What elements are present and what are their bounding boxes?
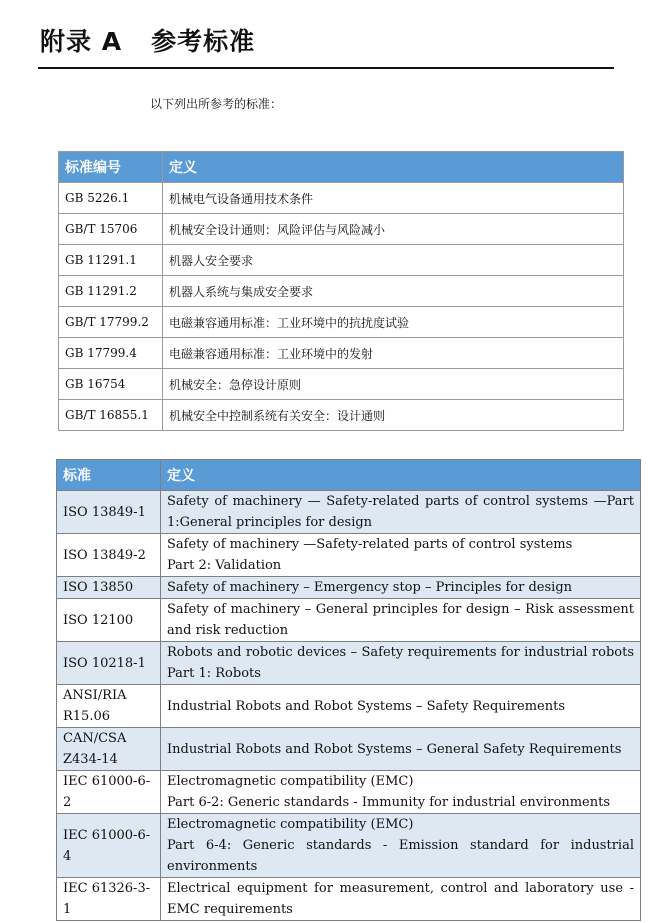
definition-line: Electrical equipment for measurement, control and laboratory use - EMC requirements [167,881,634,917]
table-row [59,400,624,431]
table-row [59,245,624,276]
standard-code-cell: CAN/CSA Z434-14 [57,728,161,771]
standard-definition-cell: 机器人安全要求 [163,245,624,276]
international-standards-table [56,459,641,921]
standard-code-cell: IEC 61326-3-1 [57,878,161,921]
standard-definition-cell: 电磁兼容通用标准：工业环境中的发射 [163,338,624,369]
standard-code-cell: GB/T 17799.2 [59,307,163,338]
column-header-code: 标准编号 [59,152,163,183]
standard-code-cell: ANSI/RIA R15.06 [57,685,161,728]
standard-code-cell: IEC 61000-6-4 [57,814,161,878]
table-row [59,214,624,245]
standard-definition-cell [161,814,641,878]
title-divider [38,67,614,69]
table-row [59,307,624,338]
table-row [57,878,641,921]
definition-line: Industrial Robots and Robot Systems – Safety Requirements [167,698,565,714]
standard-definition-cell [161,771,641,814]
definition-line: Industrial Robots and Robot Systems – General Safety Requirements [167,741,622,757]
table-row [57,642,641,685]
definition-line: Safety of machinery – General principles for design – Risk assessment and risk reduction [167,602,634,638]
definition-line: Safety of machinery —Safety-related parts of control systems [167,537,573,552]
standard-code-cell: ISO 13849-2 [57,534,161,577]
table-row [59,276,624,307]
standard-code-cell: ISO 12100 [57,599,161,642]
table-header-row [59,152,624,183]
standard-definition-cell [161,685,641,728]
definition-line: Part 2: Validation [167,558,282,573]
standard-definition-cell: 机械安全中控制系统有关安全：设计通则 [163,400,624,431]
column-header-definition: 定义 [161,460,641,491]
column-header-standard: 标准 [57,460,161,491]
table-header-row [57,460,641,491]
table-row [59,369,624,400]
intro-text: 以下列出所参考的标准： [150,97,283,111]
table-row [57,491,641,534]
definition-line: Safety of machinery — Safety-related parts of control systems —Part 1:General principles for design [167,494,634,530]
standard-definition-cell: 机器人系统与集成安全要求 [163,276,624,307]
standard-definition-cell [161,878,641,921]
standard-code-cell: GB 5226.1 [59,183,163,214]
page-title: 附录 A 参考标准 [40,27,256,56]
standard-definition-cell [161,534,641,577]
standard-code-cell: ISO 10218-1 [57,642,161,685]
table-row [57,599,641,642]
standard-code-cell: GB/T 15706 [59,214,163,245]
standard-code-cell: GB/T 16855.1 [59,400,163,431]
table-row [59,338,624,369]
standard-definition-cell [161,491,641,534]
definition-line: Part 6-2: Generic standards - Immunity for industrial environments [167,795,610,810]
definition-line: Electromagnetic compatibility (EMC) [167,774,414,789]
standard-code-cell: IEC 61000-6-2 [57,771,161,814]
standard-definition-cell: 机械电气设备通用技术条件 [163,183,624,214]
national-standards-table [58,151,624,431]
table-row [57,685,641,728]
standard-definition-cell [161,599,641,642]
definition-line: Robots and robotic devices – Safety requirements for industrial robots Part 1: Robots [167,645,634,681]
standard-code-cell: GB 16754 [59,369,163,400]
standard-code-cell: ISO 13849-1 [57,491,161,534]
column-header-definition: 定义 [163,152,624,183]
standard-definition-cell: 电磁兼容通用标准：工业环境中的抗扰度试验 [163,307,624,338]
definition-line: Part 6-4: Generic standards - Emission standard for industrial environments [167,838,634,874]
table-row [57,771,641,814]
definition-line: Electromagnetic compatibility (EMC) [167,817,414,832]
standard-code-cell: GB 11291.2 [59,276,163,307]
standard-code-cell: GB 17799.4 [59,338,163,369]
table-row [57,814,641,878]
standard-code-cell: ISO 13850 [57,577,161,599]
standard-definition-cell [161,728,641,771]
standard-definition-cell [161,577,641,599]
table-row [57,577,641,599]
standard-definition-cell: 机械安全设计通则：风险评估与风险减小 [163,214,624,245]
table-row [59,183,624,214]
table-row [57,534,641,577]
standard-code-cell: GB 11291.1 [59,245,163,276]
definition-line: Safety of machinery – Emergency stop – Principles for design [167,580,573,595]
table-row [57,728,641,771]
standard-definition-cell: 机械安全：急停设计原则 [163,369,624,400]
standard-definition-cell [161,642,641,685]
